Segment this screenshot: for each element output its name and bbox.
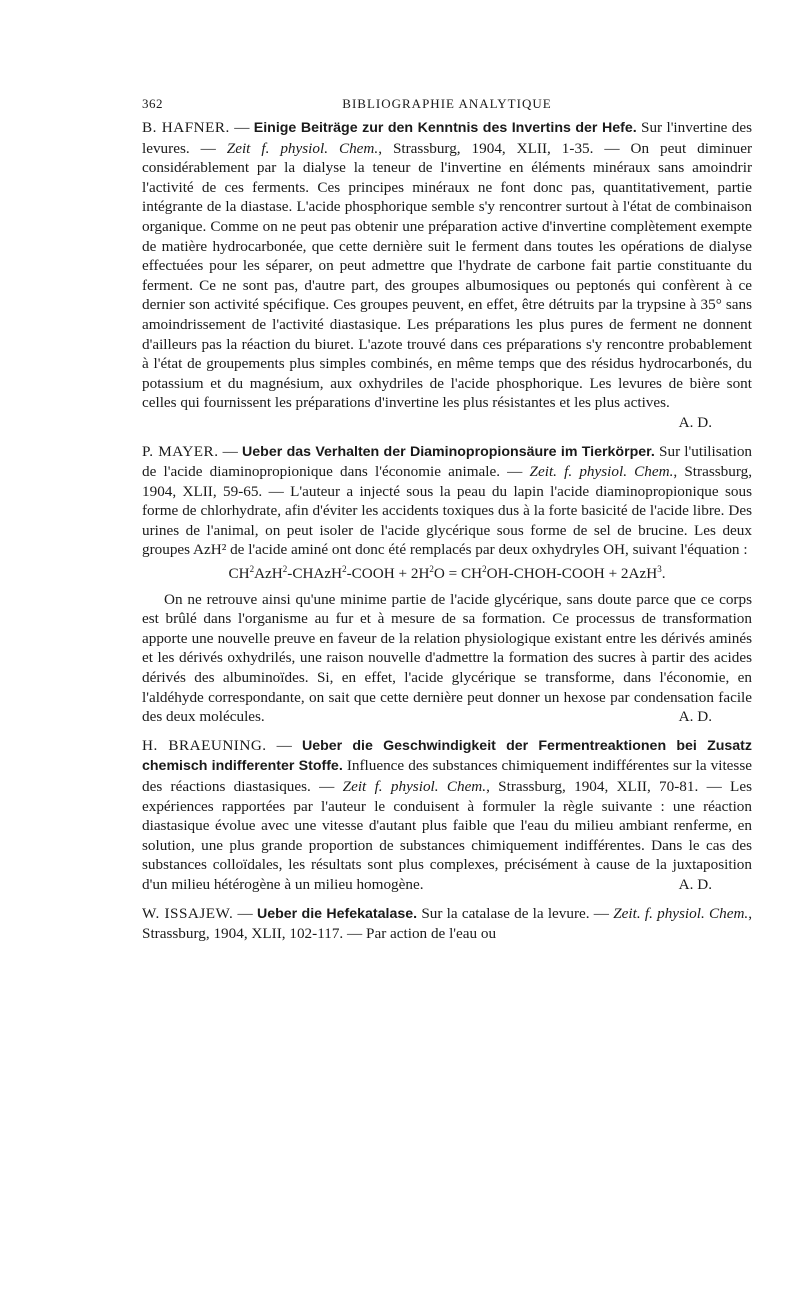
entry-journal: Zeit. f. physiol. Chem. xyxy=(613,904,749,922)
entry-journal: Zeit f. physiol. Chem. xyxy=(226,139,379,157)
entry-translation: Sur l'utilisation de l'acide diaminopropionique dans l'économie animale. — xyxy=(142,442,753,481)
entry-paragraph xyxy=(142,442,752,561)
entry-continuation xyxy=(142,590,752,727)
entry-title: Ueber die Hefekatalase. xyxy=(256,905,418,922)
header-title: BIBLIOGRAPHIE ANALYTIQUE xyxy=(342,96,552,111)
entry-author: W. ISSAJEW. xyxy=(142,904,234,922)
entry-abstract: , Strassburg, 1904, XLII, 70-81. — Les expériences rapportées par l'auteur le conduisent à formuler la règle suivante : une réaction diastasique évolue avec une vitesse d'autant plus faible que l'eau du milieu ambiant renferme, en solution, une plus grande proportion de substances chimiquement indifférentes. Dans le cas des substances colloïdales, les résultats sont plus complexes, précisément à cause de la juxtaposition d'un milieu hétérogène à un milieu homogène. xyxy=(142,778,752,893)
entry-translation: Influence des substances chimiquement indifférentes sur la vitesse des réactions diastasiques. — xyxy=(142,757,752,795)
entry-dash: — xyxy=(229,119,254,136)
entry-paragraph xyxy=(142,736,752,895)
entry-translation: Sur la catalase de la levure. — xyxy=(417,904,614,922)
running-header xyxy=(142,96,752,118)
entry-abstract: , Strassburg, 1904, XLII, 102-117. — Par action de l'eau ou xyxy=(142,904,753,943)
entry-abstract: , Strassburg, 1904, XLII, 1-35. — On peut diminuer considérablement par la dialyse la teneur de l'invertine en éléments minéraux sans amoindrir l'activité de ces ferments. Ces principes minéraux ne font donc pas, quantitativement, partie intégrante de la diastase. L'acide phosphorique semble s'y rencontrer surtout à l'état de combinaison organique. Comme on ne peut pas obtenir une préparation active d'invertine complètement exempte de matière hydrocarbonée, que cette dernière suit le ferment dans toutes les opérations de dialyse effectuées pour les séparer, on peut admettre que l'hydrate de carbone fait partie constituante du ferment. Ce ne sont pas, d'autre part, des groupes albumosiques ou peptonés qui confèrent à ce dernier son activité spécifique. Ces groupes peuvent, en effet, être détruits par la trypsine à 35° sans amoindrissement de l'activité diastasique. Les préparations les plus pures de ferment ne donnent d'ailleurs pas la réaction du biuret. L'azote trouvé dans ces préparations s'y rencontre probablement à l'état de groupements plus simples combinés, en même temps que des résidus hydrocarbonés, du potassium et du magnésium, aux oxhydriles de l'acide phosphorique. Les levures de bière sont celles qui fournissent les préparations d'invertine les plus résistantes et les plus actives. xyxy=(142,139,752,412)
bibliography-entry xyxy=(142,736,752,895)
bibliography-entry xyxy=(142,904,752,944)
chemical-equation: $CH^2AzH^2-CHAzH^2$-COOH + $2H^2O$ = $CH^2OH-CHOH$-COOH + 2AzH$^3$. xyxy=(228,564,666,583)
entry-journal: Zeit. f. physiol. Chem. xyxy=(529,463,674,481)
entry-signature: A. D. xyxy=(678,708,712,726)
entry-abstract-continued: On ne retrouve ainsi qu'une minime partie de l'acide glycérique, sans doute parce que ce corps est brûlé dans l'organisme au fur et à mesure de sa formation. Ce processus de transformation apporte une nouvelle preuve en faveur de la relation physiologique existant entre les dérivés aminés et les dérivés oxhydrilés, une raison nouvelle d'admettre la formation des sucres à partir des acides dérivés des albuminoïdes. Si, en effet, l'acide glycérique se transforme, dans l'économie, en l'aldéhyde correspondante, on sait que cette dernière peut donner un hexose par condensation facile des deux molécules. xyxy=(142,590,752,726)
bibliography-entry xyxy=(142,442,752,727)
entry-signature: A. D. xyxy=(678,413,712,431)
entry-dash: — xyxy=(218,442,243,460)
entry-translation: Sur l'invertine des levures. — xyxy=(142,119,753,157)
entry-author: P. MAYER. xyxy=(142,442,219,460)
entry-dash: — xyxy=(266,736,302,754)
entry-paragraph xyxy=(142,904,752,944)
entry-title: Ueber das Verhalten der Diaminopropionsäure im Tierkörper. xyxy=(242,443,655,460)
entry-abstract: , Strassburg, 1904, XLII, 59-65. — L'auteur a injecté sous la peau du lapin l'acide diaminopropionique sous forme de chlorhydrate, afin d'éviter les accidents toxiques dus à la forte basicité de l'acide libre. Des urines de l'animal, on peut isoler de l'acide glycérique sous forme de sel de brucine. Les deux groupes AzH² de l'acide aminé ont donc été remplacés par deux oxhydryles OH, suivant l'équation : xyxy=(142,463,752,559)
bibliography-entry xyxy=(142,118,752,433)
entry-dash: — xyxy=(233,904,257,922)
entry-author: H. BRAEUNING. xyxy=(142,736,267,754)
page-number: 362 xyxy=(142,96,163,111)
entry-title: Ueber die Geschwindigkeit der Fermentreaktionen bei Zusatz chemisch indifferenter Stoffe. xyxy=(142,737,753,775)
entry-title: Einige Beiträge zur den Kenntnis des Invertins der Hefe. xyxy=(253,120,637,136)
document-page xyxy=(142,96,752,953)
entry-journal: Zeit f. physiol. Chem. xyxy=(342,778,487,795)
entry-signature: A. D. xyxy=(678,875,712,893)
entry-paragraph xyxy=(142,118,753,431)
entry-author: B. HAFNER. xyxy=(142,119,230,136)
